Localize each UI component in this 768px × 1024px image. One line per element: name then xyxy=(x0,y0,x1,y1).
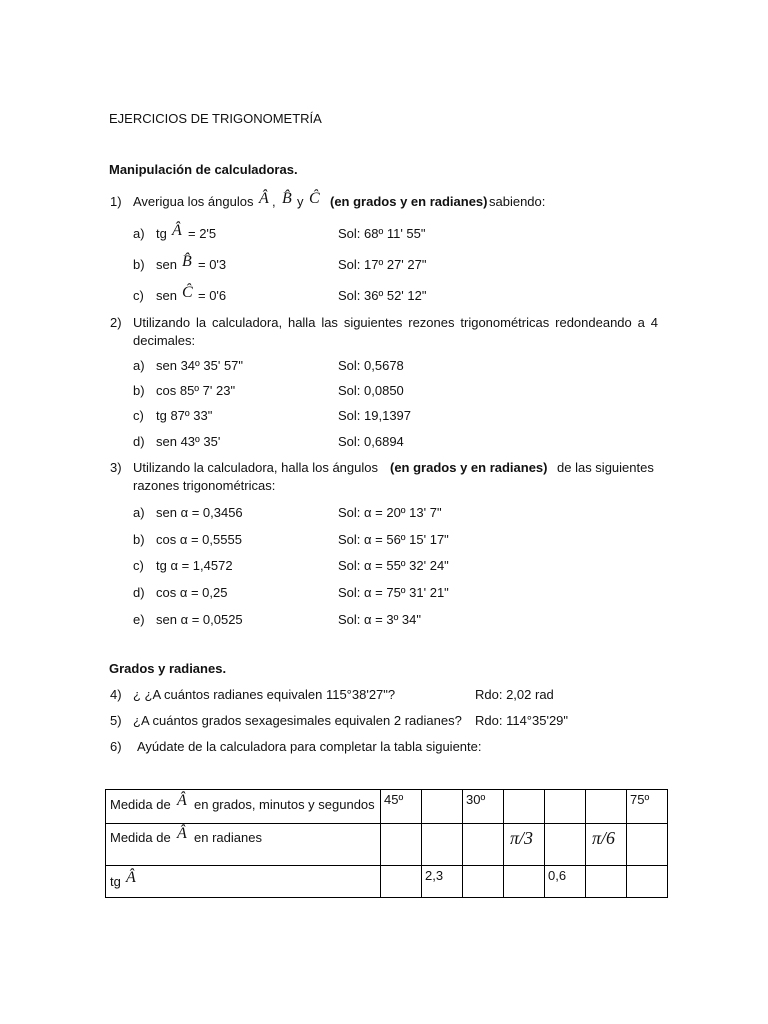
item-expression: cos α = 0,25 xyxy=(156,585,228,600)
cell-value: 0,6 xyxy=(548,868,567,883)
item-solution: Sol: 19,1397 xyxy=(338,408,412,423)
table-cell xyxy=(627,790,668,824)
cell-value: 75º xyxy=(630,792,650,807)
item-solution: Sol: α = 3º 34" xyxy=(338,612,422,627)
item-solution: Sol: α = 55º 32' 24" xyxy=(338,558,449,573)
angle-a-symbol: Â xyxy=(259,190,269,207)
table-row xyxy=(106,824,668,866)
table-cell xyxy=(627,866,668,898)
section-heading-calculators: Manipulación de calculadoras. xyxy=(109,162,298,177)
row-label-degrees xyxy=(106,790,381,824)
table-cell xyxy=(545,790,586,824)
exercise-text-continued: razones trigonométricas: xyxy=(133,478,276,493)
item-solution: Sol: 0,6894 xyxy=(338,434,404,449)
cell-value xyxy=(586,866,626,870)
item-letter: e) xyxy=(133,612,145,627)
table-cell xyxy=(627,824,668,866)
exercise-4-result: Rdo: 2,02 rad xyxy=(475,687,554,702)
item-solution: Sol: α = 20º 13' 7" xyxy=(338,505,442,520)
table-cell xyxy=(463,866,504,898)
cell-value: 2,3 xyxy=(425,868,444,883)
table-row xyxy=(106,866,668,898)
angle-table xyxy=(105,789,668,898)
table-cell xyxy=(381,824,422,866)
exercise-number: 6) xyxy=(110,739,122,754)
table-cell xyxy=(504,790,545,824)
exercise-bold-text: (en grados y en radianes) xyxy=(330,194,488,209)
exercise-text: Utilizando la calculadora, halla las siguientes rezones trigonométricas redondeando a 4 xyxy=(133,315,658,330)
separator: y xyxy=(297,194,304,209)
item-letter: c) xyxy=(133,288,144,303)
exercise-text: de las siguientes xyxy=(557,460,654,475)
table-cell xyxy=(504,824,545,866)
cell-value xyxy=(545,790,585,794)
exercise-number: 1) xyxy=(110,194,122,209)
cell-value xyxy=(586,790,626,794)
table-cell xyxy=(586,824,627,866)
table-cell xyxy=(586,790,627,824)
cell-value: 45º xyxy=(384,792,404,807)
cell-value: 30º xyxy=(466,792,486,807)
table-cell xyxy=(463,824,504,866)
item-solution: Sol: α = 56º 15' 17" xyxy=(338,532,449,547)
item-function: sen xyxy=(156,288,177,303)
item-letter: d) xyxy=(133,434,145,449)
angle-b-symbol: B̂ xyxy=(282,190,292,207)
table-cell xyxy=(586,866,627,898)
table-cell xyxy=(422,866,463,898)
angle-a-symbol: Â xyxy=(126,869,136,886)
document-title: EJERCICIOS DE TRIGONOMETRÍA xyxy=(109,111,322,126)
table-cell xyxy=(422,790,463,824)
row-label-text: en grados, minutos y segundos xyxy=(194,797,375,812)
item-letter: a) xyxy=(133,226,145,241)
separator: , xyxy=(272,194,276,209)
item-expression: tg 87º 33" xyxy=(156,408,213,423)
exercise-text: Utilizando la calculadora, halla los ángulos xyxy=(133,460,378,475)
exercise-5-text: ¿A cuántos grados sexagesimales equivalen 2 radianes? xyxy=(133,713,462,728)
item-letter: b) xyxy=(133,383,145,398)
table-cell xyxy=(422,824,463,866)
angle-a-symbol: Â xyxy=(177,792,187,809)
table-cell xyxy=(504,866,545,898)
item-solution: Sol: 0,0850 xyxy=(338,383,404,398)
item-letter: b) xyxy=(133,257,145,272)
item-value: = 0'6 xyxy=(198,288,227,303)
item-expression: sen α = 0,3456 xyxy=(156,505,243,520)
exercise-number: 5) xyxy=(110,713,122,728)
item-angle: Â xyxy=(172,222,182,239)
cell-value xyxy=(381,866,421,870)
item-letter: a) xyxy=(133,358,145,373)
table-cell xyxy=(381,866,422,898)
exercise-text: sabiendo: xyxy=(489,194,546,209)
fraction-pi-over-6: π/6 xyxy=(592,828,616,848)
item-function: tg xyxy=(156,226,167,241)
item-solution: Sol: 36º 52' 12" xyxy=(338,288,427,303)
item-solution: Sol: 0,5678 xyxy=(338,358,404,373)
table-cell xyxy=(545,866,586,898)
exercise-text-continued: decimales: xyxy=(133,333,196,348)
angle-c-symbol: Ĉ xyxy=(309,190,320,207)
item-value: = 0'3 xyxy=(198,257,227,272)
exercise-number: 4) xyxy=(110,687,122,702)
item-value: = 2'5 xyxy=(188,226,217,241)
item-expression: tg α = 1,4572 xyxy=(156,558,233,573)
item-letter: c) xyxy=(133,558,144,573)
cell-value xyxy=(422,790,462,794)
row-label-text: tg xyxy=(110,874,121,889)
item-angle: B̂ xyxy=(182,253,192,270)
fraction-pi-over-3: π/3 xyxy=(510,828,534,848)
item-expression: cos α = 0,5555 xyxy=(156,532,242,547)
item-expression: sen 34º 35' 57" xyxy=(156,358,244,373)
item-solution: Sol: 68º 11' 55" xyxy=(338,226,426,241)
item-expression: sen α = 0,0525 xyxy=(156,612,243,627)
row-label-text: Medida de xyxy=(110,830,171,845)
exercise-5-result: Rdo: 114°35'29" xyxy=(475,713,569,728)
item-expression: sen 43º 35' xyxy=(156,434,221,449)
item-expression: cos 85º 7' 23" xyxy=(156,383,236,398)
item-letter: c) xyxy=(133,408,144,423)
exercise-4-text: ¿ ¿A cuántos radianes equivalen 115°38'27"? xyxy=(133,687,396,702)
item-letter: d) xyxy=(133,585,145,600)
row-label-tangent xyxy=(106,866,381,898)
item-letter: a) xyxy=(133,505,145,520)
exercise-6-text: Ayúdate de la calculadora para completar la tabla siguiente: xyxy=(137,739,482,754)
cell-value xyxy=(463,866,503,870)
item-function: sen xyxy=(156,257,177,272)
table-row xyxy=(106,790,668,824)
row-label-text: en radianes xyxy=(194,830,262,845)
cell-value xyxy=(504,866,544,870)
cell-value xyxy=(504,790,544,794)
item-letter: b) xyxy=(133,532,145,547)
exercise-bold-text: (en grados y en radianes) xyxy=(390,460,548,475)
exercise-number: 3) xyxy=(110,460,122,475)
exercise-number: 2) xyxy=(110,315,122,330)
row-label-radians xyxy=(106,824,381,866)
item-solution: Sol: 17º 27' 27" xyxy=(338,257,427,272)
table-cell xyxy=(381,790,422,824)
exercise-text: Averigua los ángulos xyxy=(133,194,254,209)
table-cell xyxy=(545,824,586,866)
item-angle: Ĉ xyxy=(182,284,193,301)
angle-a-symbol: Â xyxy=(177,825,187,842)
cell-value xyxy=(627,866,667,870)
row-label-text: Medida de xyxy=(110,797,171,812)
table-cell xyxy=(463,790,504,824)
item-solution: Sol: α = 75º 31' 21" xyxy=(338,585,449,600)
section-heading-degrees-radians: Grados y radianes. xyxy=(109,661,227,676)
